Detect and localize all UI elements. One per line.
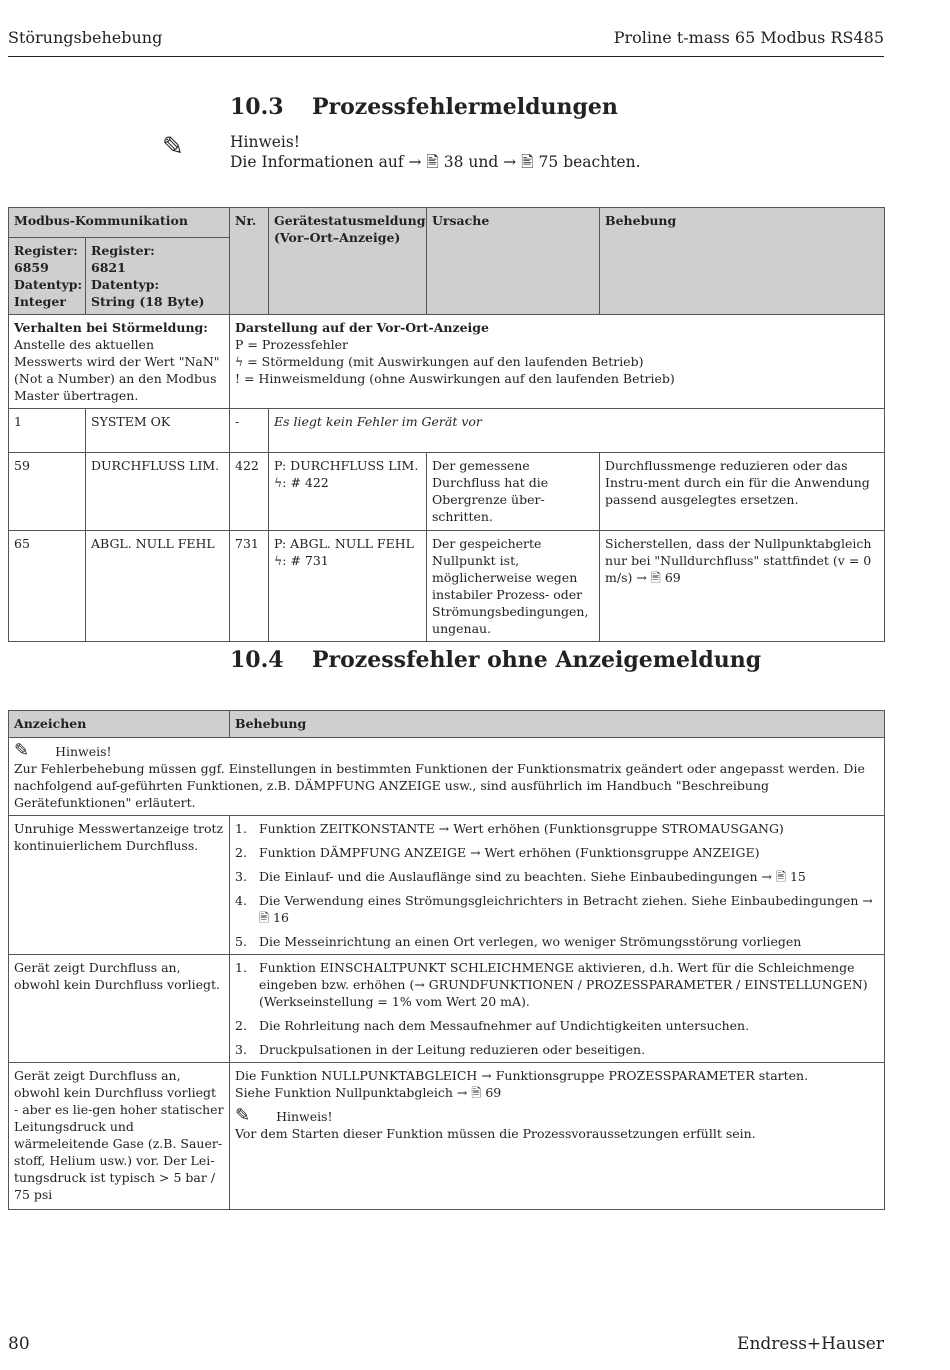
remedy-line: Die Funktion NULLPUNKTABGLEICH → Funktionsgruppe PROZESSPARAMETER starten. xyxy=(235,1068,809,1083)
note-text: Zur Fehlerbehebung müssen ggf. Einstellungen in bestimmten Funktionen der Funktionsmatrix geändert oder angepasst werden. Die nachfolgend auf-geführten Funktionen, z.B. DÄMPFUNG ANZEIGE usw., sind ausführlich im Handbuch "Beschreibung Gerätefunktionen" erläutert. xyxy=(14,761,865,810)
running-header-left: Störungsbehebung xyxy=(8,28,163,47)
remedy-cell xyxy=(230,1063,885,1210)
note-text: Vor dem Starten dieser Funktion müssen die Prozessvoraussetzungen erfüllt sein. xyxy=(235,1126,756,1141)
section-title: Prozessfehler ohne Anzeigemeldung xyxy=(312,647,762,673)
info-right-line: ϟ = Störmeldung (mit Auswirkungen auf den laufenden Betrieb) xyxy=(235,354,644,369)
info-right-title: Darstellung auf der Vor-Ort-Anzeige xyxy=(235,320,489,335)
info-right-line: ! = Hinweismeldung (ohne Auswirkungen auf den laufenden Betrieb) xyxy=(235,371,675,386)
note-row xyxy=(9,738,885,816)
steps-list xyxy=(235,959,879,1058)
status-header: Gerätestatusmeldung (Vor–Ort–Anzeige) xyxy=(269,208,427,315)
list-item: 3. Die Einlauf- und die Auslauflänge sind zu beachten. Siehe Einbaubedingungen → 🖹 15 xyxy=(235,869,806,884)
info-right xyxy=(230,315,885,409)
behebung-header: Behebung xyxy=(600,208,885,315)
nr-header: Nr. xyxy=(230,208,269,315)
running-header-right: Proline t-mass 65 Modbus RS485 xyxy=(613,28,884,47)
message-text: DURCHFLUSS LIM. xyxy=(86,453,230,531)
table-row xyxy=(9,409,885,453)
table-header-row xyxy=(9,208,885,315)
header-rule xyxy=(8,56,884,57)
behebung-header: Behebung xyxy=(230,711,885,738)
register-6821: Register: 6821 Datentyp: String (18 Byte) xyxy=(91,243,205,309)
note-block xyxy=(230,132,641,172)
brand-name: Endress+Hauser xyxy=(737,1334,884,1354)
symptom-text: Gerät zeigt Durchfluss an, obwohl kein Durchfluss vorliegt. xyxy=(9,955,230,1063)
modbus-header-cell xyxy=(9,208,230,315)
steps-list xyxy=(235,820,879,950)
note-cell xyxy=(9,738,885,816)
process-error-table xyxy=(8,207,885,642)
info-row xyxy=(9,315,885,409)
nr-value: 422 xyxy=(230,453,269,531)
cause-text: Der gespeicherte Nullpunkt ist, möglicherweise wegen instabiler Prozess- oder Strömungsbedingungen, ungenau. xyxy=(427,531,600,642)
note-text: Die Informationen auf → 🖹 38 und → 🖹 75 beachten. xyxy=(230,153,641,171)
modbus-header: Modbus-Kommunikation xyxy=(14,213,188,228)
message-text: ABGL. NULL FEHL xyxy=(86,531,230,642)
section-title: Prozessfehlermeldungen xyxy=(312,94,618,120)
table-row xyxy=(9,816,885,955)
list-item: 4. Die Verwendung eines Strömungsgleichrichters in Betracht ziehen. Siehe Einbaubedingungen → 🖹 16 xyxy=(235,893,873,925)
table-row xyxy=(9,531,885,642)
list-item: 3. Druckpulsationen in der Leitung reduzieren oder beseitigen. xyxy=(235,1042,646,1057)
note-title: Hinweis! xyxy=(230,133,301,151)
info-right-line: P = Prozessfehler xyxy=(235,337,349,352)
table-header-row xyxy=(9,711,885,738)
remedy-line: Siehe Funktion Nullpunktabgleich → 🖹 69 xyxy=(235,1085,502,1100)
table-row xyxy=(9,955,885,1063)
nr-value: - xyxy=(230,409,269,453)
steps-cell xyxy=(230,816,885,955)
symptom-table xyxy=(8,710,885,1210)
section-number: 10.4 xyxy=(230,647,284,673)
register-value: 59 xyxy=(9,453,86,531)
register-value: 1 xyxy=(9,409,86,453)
list-item: 1. Funktion EINSCHALTPUNKT SCHLEICHMENGE aktivieren, d.h. Wert für die Schleichmenge eingeben bzw. erhöhen (→ GRUNDFUNKTIONEN / PROZESSPARAMETER / EINSTELLUNGEN) (Werkseinstellung = 1% vom Wert 20 mA). xyxy=(235,960,868,1009)
section-number: 10.3 xyxy=(230,94,284,120)
register-value: 65 xyxy=(9,531,86,642)
symptom-text: Unruhige Messwertanzeige trotz kontinuierlichem Durchfluss. xyxy=(9,816,230,955)
note-title: Hinweis! xyxy=(276,1109,333,1124)
steps-cell xyxy=(230,955,885,1063)
nr-value: 731 xyxy=(230,531,269,642)
symptom-text: Gerät zeigt Durchfluss an, obwohl kein Durchfluss vorliegt - aber es lie-gen hoher statischer Leitungsdruck und wärmeleitende Gase (z.B. Sauer-stoff, Helium usw.) vor. Der Lei-tungsdruck ist typisch > 5 bar / 75 psi xyxy=(9,1063,230,1210)
info-left-text: Anstelle des aktuellen Messwerts wird der Wert "NaN" (Not a Number) an den Modbus Master übertragen. xyxy=(14,337,220,403)
anzeichen-header: Anzeichen xyxy=(9,711,230,738)
table-row xyxy=(9,453,885,531)
message-text: SYSTEM OK xyxy=(86,409,230,453)
info-left-title: Verhalten bei Störmeldung: xyxy=(14,320,208,335)
pencil-note-icon: ✎ xyxy=(162,132,184,162)
list-item: 5. Die Messeinrichtung an einen Ort verlegen, wo weniger Strömungsstörung vorliegen xyxy=(235,934,802,949)
info-left xyxy=(9,315,230,409)
section-heading-10-3 xyxy=(230,94,618,120)
remedy-text: Sicherstellen, dass der Nullpunktabgleich nur bei "Nulldurchfluss" stattfindet (v = 0 m/s) → 🖹 69 xyxy=(600,531,885,642)
register-6859: Register: 6859 Datentyp: Integer xyxy=(9,238,86,314)
note-title: Hinweis! xyxy=(55,744,112,759)
section-heading-10-4 xyxy=(230,647,761,673)
pencil-note-icon: ✎ xyxy=(235,1105,251,1126)
list-item: 1. Funktion ZEITKONSTANTE → Wert erhöhen (Funktionsgruppe STROMAUSGANG) xyxy=(235,821,784,836)
pencil-note-icon: ✎ xyxy=(14,740,30,761)
cause-text: Der gemessene Durchfluss hat die Obergrenze über-schritten. xyxy=(427,453,600,531)
table-row xyxy=(9,1063,885,1210)
list-item: 2. Die Rohrleitung nach dem Messaufnehmer auf Undichtigkeiten untersuchen. xyxy=(235,1018,750,1033)
status-display: P: ABGL. NULL FEHL ϟ: # 731 xyxy=(269,531,427,642)
list-item: 2. Funktion DÄMPFUNG ANZEIGE → Wert erhöhen (Funktionsgruppe ANZEIGE) xyxy=(235,845,760,860)
status-display: P: DURCHFLUSS LIM. ϟ: # 422 xyxy=(269,453,427,531)
ursache-header: Ursache xyxy=(427,208,600,315)
no-error-text: Es liegt kein Fehler im Gerät vor xyxy=(269,409,885,453)
remedy-text: Durchflussmenge reduzieren oder das Instru-ment durch ein für die Anwendung passend ausgelegtes ersetzen. xyxy=(600,453,885,531)
page-number: 80 xyxy=(8,1334,30,1354)
